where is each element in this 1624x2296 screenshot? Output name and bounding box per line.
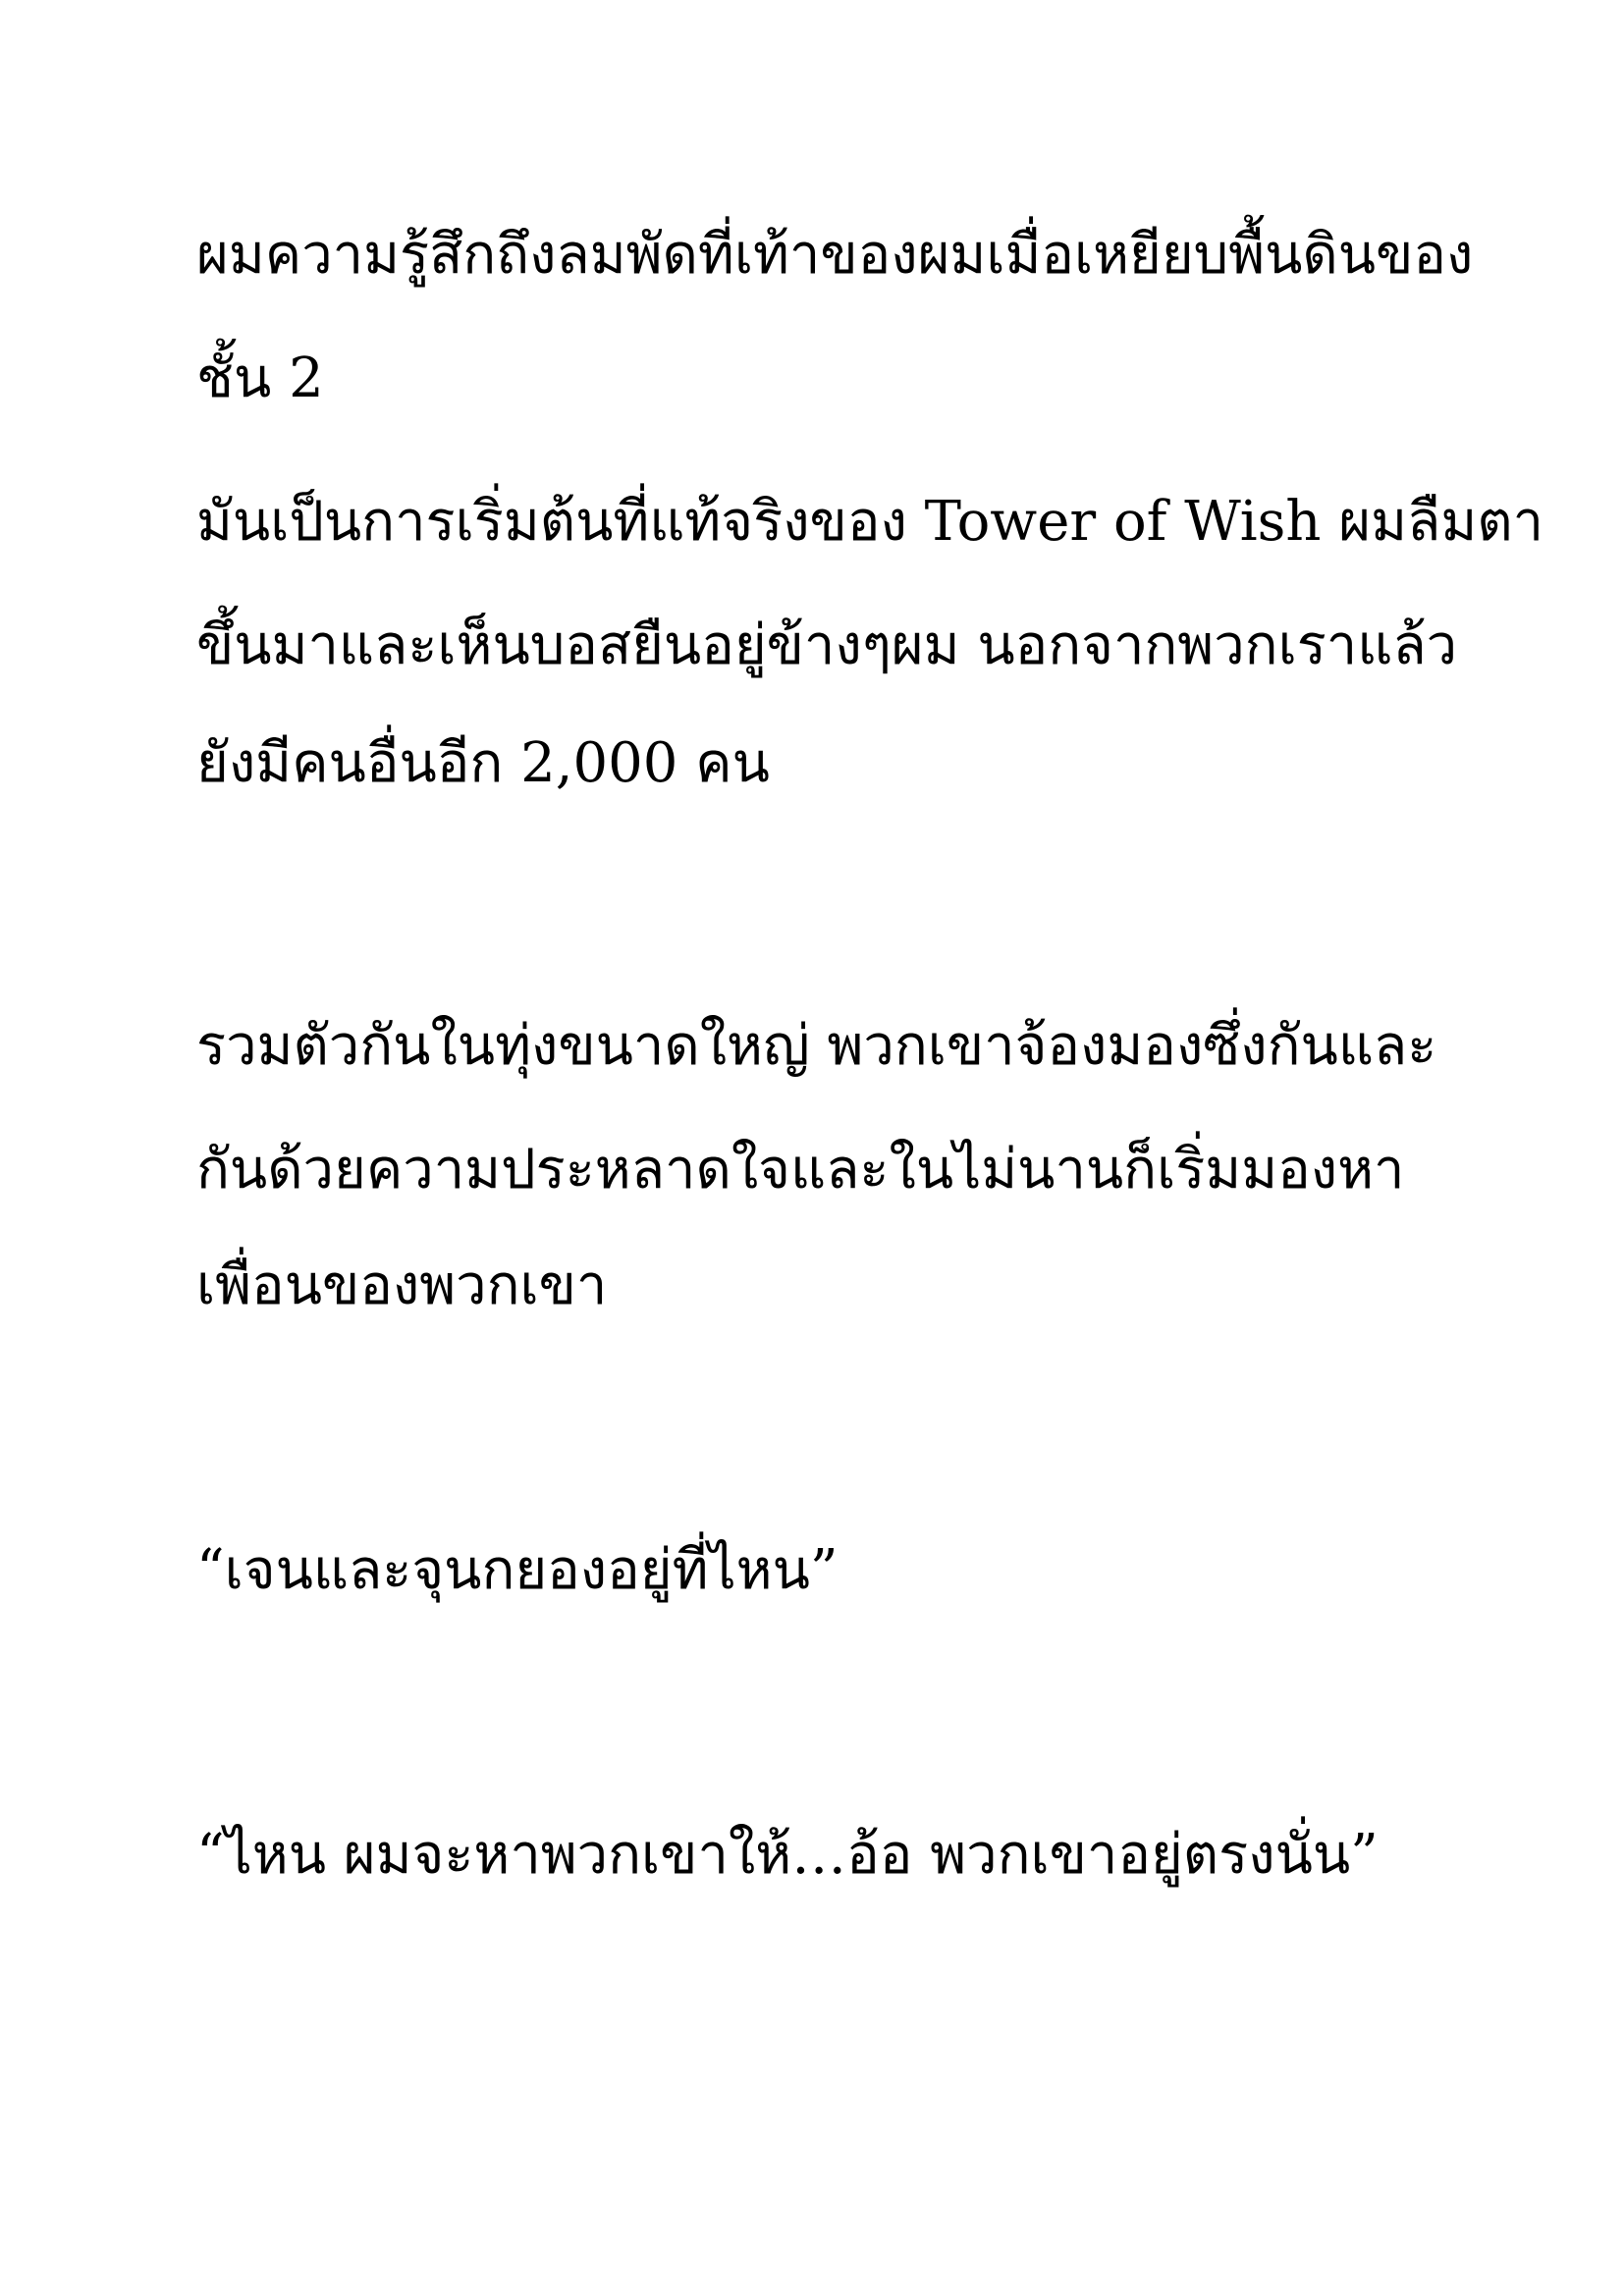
paragraph-2-line-1: มันเป็นการเริ่มต้นที่แท้จริงของ Tower of Wish ผมลืมตา — [196, 490, 1544, 554]
paragraph-1-line-2: ชั้น 2 — [196, 347, 324, 410]
paragraph-3-line-2: กันด้วยความประหลาดใจและในไม่นานก็เริ่มมองหา — [196, 1138, 1405, 1201]
paragraph-2-line-2: ขึ้นมาและเห็นบอสยืนอยู่ข้างๆผม นอกจากพวกเราแล้ว — [196, 614, 1458, 677]
dialogue-line-2: “ไหน ผมจะหาพวกเขาให้…อ้อ พวกเขาอยู่ตรงนั่น” — [196, 1823, 1379, 1887]
dialogue-line-1: “เจนและจุนกยองอยู่ที่ไหน” — [196, 1538, 839, 1602]
paragraph-3-line-3: เพื่อนของพวกเขา — [196, 1254, 608, 1317]
paragraph-1-line-1: ผมความรู้สึกถึงลมพัดที่เท้าของผมเมื่อเหยียบพื้นดินของ — [196, 223, 1474, 287]
paragraph-3-line-1: รวมตัวกันในทุ่งขนาดใหญ่ พวกเขาจ้องมองซึ่งกันและ — [196, 1014, 1437, 1078]
paragraph-2-line-3: ยังมีคนอื่นอีก 2,000 คน — [196, 731, 770, 795]
